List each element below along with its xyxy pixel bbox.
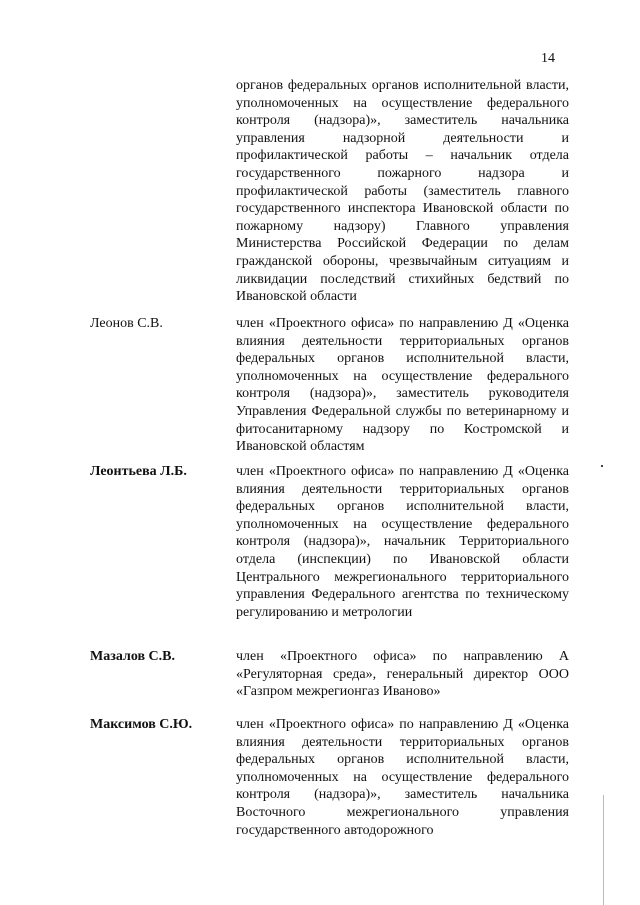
member-name: Леонов С.В. [90, 316, 163, 331]
member-description: член «Проектного офиса» по направлению А «Регуляторная среда», генеральный директор ООО «Газпром межрегионгаз Иваново» [236, 649, 569, 700]
page-number: 14 [541, 51, 555, 66]
member-description: член «Проектного офиса» по направлению Д «Оценка влияния деятельности территориальных органов федеральных органов исполнительной власти, уполномоченных на осуществление федерального контроля (надзора)», заместитель начальника Восточного межрегионального управления государственного автодорожного [236, 717, 569, 838]
member-name: Леонтьева Л.Б. [90, 464, 187, 479]
intro-continuation-text: органов федеральных органов исполнительной власти, уполномоченных на осуществление федерального контроля (надзора)», заместитель начальника управления надзорной деятельности и профилактической работы – начальник отдела государственного пожарного надзора и профилактической работы (заместитель главного государственного инспектора Ивановской области по пожарному надзору) Главного управления Министерства Российской Федерации по делам гражданской обороны, чрезвычайным ситуациям и ликвидации последствий стихийных бедствий по Ивановской области [236, 78, 569, 305]
member-name: Максимов С.Ю. [90, 717, 193, 732]
scan-speck [601, 465, 603, 467]
member-description: член «Проектного офиса» по направлению Д «Оценка влияния деятельности территориальных органов федеральных органов исполнительной власти, уполномоченных на осуществление федерального контроля (надзора)», заместитель руководителя Управления Федеральной службы по ветеринарному и фитосанитарному надзору по Костромской и Ивановской областям [236, 316, 569, 455]
scan-edge-mark [603, 795, 604, 905]
member-name: Мазалов С.В. [90, 649, 175, 664]
member-description: член «Проектного офиса» по направлению Д «Оценка влияния деятельности территориальных органов федеральных органов исполнительной власти, уполномоченных на осуществление федерального контроля (надзора)», начальник Территориального отдела (инспекции) по Ивановской области Центрального межрегионального территориального управления Федерального агентства по техническому регулированию и метрологии [236, 464, 569, 620]
